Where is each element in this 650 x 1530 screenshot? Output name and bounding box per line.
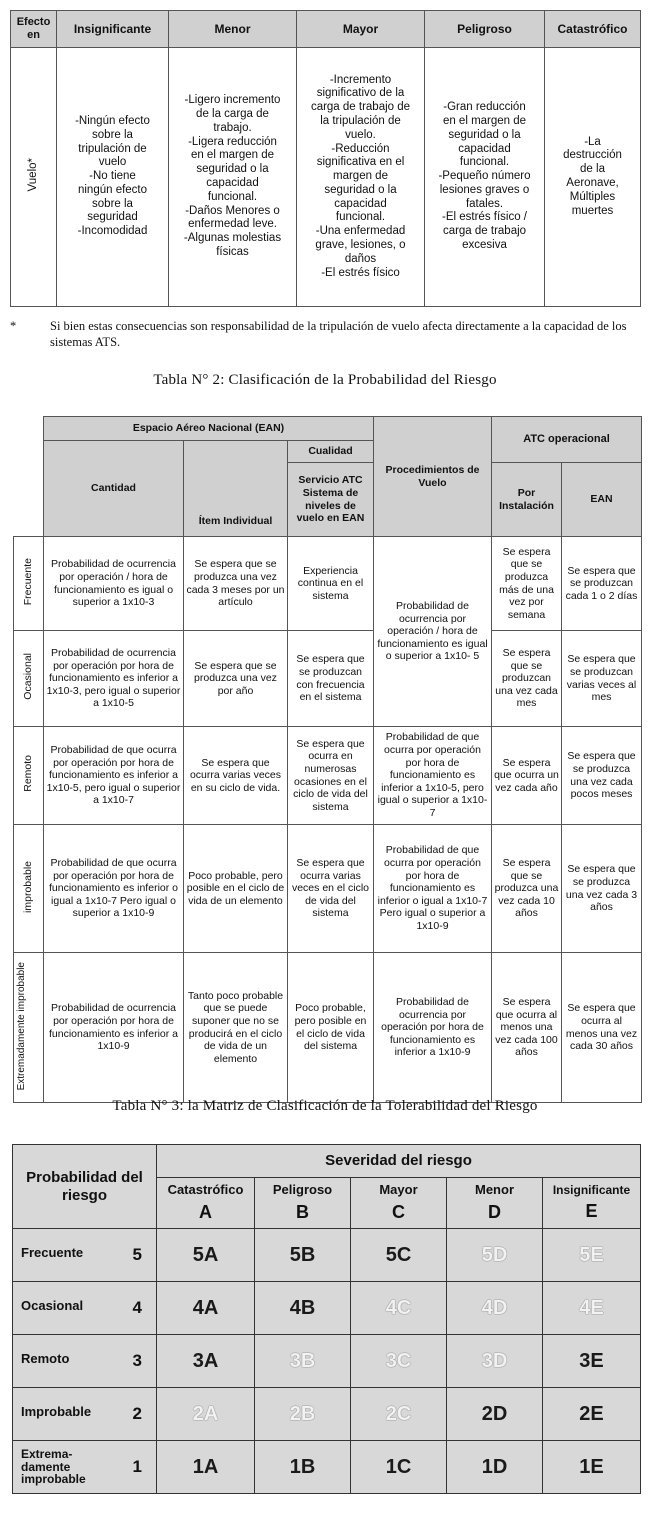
cell-procedimientos: Probabilidad de ocurrencia por operación por hora de funcionamiento es inferior a 1x10-9: [374, 953, 492, 1103]
prob-row-extremadamente-improbable: [14, 953, 642, 1103]
cell-line: -Incremento: [329, 73, 392, 86]
header-insignificante: Insignificante: [57, 11, 169, 48]
cell-line: capacidad: [458, 142, 511, 155]
severity-header-row: [11, 11, 641, 48]
header-efecto-en: Efecto en: [11, 11, 57, 48]
cell-line: -Daños Menores o: [185, 204, 280, 217]
cell-servicio: Se espera que ocurra varias veces en el ciclo de vida del sistema: [288, 825, 374, 953]
cell-procedimientos-merged: Probabilidad de ocurrencia por operación / hora de funcionamiento es igual o superior a 1x10- 5: [374, 537, 492, 727]
col-ean: EAN: [562, 463, 642, 537]
cell-line: en el margen de: [442, 114, 527, 127]
cell-line: funcional.: [459, 156, 510, 169]
cell-line: sobre la: [92, 128, 133, 141]
caption-table-2: Tabla N° 2: Clasificación de la Probabilidad del Riesgo: [153, 372, 497, 388]
cell-ean: Se espera que se produzcan varias veces al mes: [562, 631, 642, 727]
row-label: Extremadamente improbable: [14, 953, 44, 1103]
cell-line: sobre la: [92, 197, 133, 210]
matrix-cell: 2C: [351, 1388, 447, 1441]
cell-line: vuelo: [98, 156, 127, 169]
matrix-row-remoto: [13, 1335, 641, 1388]
cell-line: grave, lesiones, o: [315, 239, 406, 252]
cell-ean: Se espera que se produzca una vez cada pocos meses: [562, 727, 642, 825]
severity-header: Severidad del riesgo: [157, 1145, 641, 1178]
cell-item: Poco probable, pero posible en el ciclo de vida de un elemento: [184, 825, 288, 953]
header-catastrofico: Catastrófico: [545, 11, 641, 48]
matrix-row-frecuente: [13, 1229, 641, 1282]
cell-line: -Incomodidad: [77, 225, 148, 238]
cell-line: -Gran reducción: [443, 101, 526, 114]
cell-line: Aeronave,: [566, 177, 619, 189]
matrix-cell: 3D: [447, 1335, 543, 1388]
cell-servicio: Se espera que ocurra en numerosas ocasiones en el ciclo de vida del sistema: [288, 727, 374, 825]
cell-procedimientos: Probabilidad de que ocurra por operación por hora de funcionamiento es inferior o igual a 1x10-7 Pero igual o superior a 1x10-9: [374, 825, 492, 953]
cell-line: en el margen de: [190, 149, 275, 162]
matrix-cell: 3E: [543, 1335, 641, 1388]
group-cualidad: Cualidad: [288, 441, 374, 463]
cell-line: significativo de la: [316, 87, 405, 100]
cell-line: trabajo.: [213, 121, 252, 134]
cell-line: seguridad o la: [324, 183, 397, 196]
cell-line: daños: [344, 252, 377, 265]
cell-line: fatales.: [465, 197, 504, 210]
cell-item: Tanto poco probable que se puede suponer que no se producirá en el ciclo de vida de un elemento: [184, 953, 288, 1103]
cell-line: -No tiene: [89, 170, 136, 183]
cell-line: vuelo.: [345, 128, 376, 141]
cell-ean: Se espera que se produzca una vez cada 3 años: [562, 825, 642, 953]
cell-line: seguridad o la: [196, 163, 269, 176]
cell-line: -Algunas molestias: [183, 232, 282, 245]
col-instalacion: Por Instalación: [492, 463, 562, 537]
cell-servicio: Se espera que se produzcan con frecuencia en el sistema: [288, 631, 374, 727]
cell-line: tripulación de: [78, 142, 147, 155]
matrix-cell: 1D: [447, 1441, 543, 1494]
cell-catastrofico: [545, 48, 641, 307]
cell-cantidad: Probabilidad de que ocurra por operación por hora de funcionamiento es inferior a 1x10-5, pero igual o superior a 1x10-7: [44, 727, 184, 825]
cell-line: seguridad: [87, 211, 138, 224]
footnote-text: Si bien estas consecuencias son responsabilidad de la tripulación de vuelo afecta directamente a la capacidad de los sistemas ATS.: [50, 319, 627, 349]
cell-instalacion: Se espera que ocurra al menos una vez cada 100 años: [492, 953, 562, 1103]
matrix-cell: 4C: [351, 1282, 447, 1335]
cell-item: Se espera que ocurra varias veces en su ciclo de vida.: [184, 727, 288, 825]
cell-line: enfermedad leve.: [188, 218, 277, 231]
tolerability-matrix: [12, 1144, 641, 1494]
col-insignificante: Insignificante E: [543, 1178, 641, 1229]
prob-row-ocasional: [14, 631, 642, 727]
corner-blank: [14, 417, 44, 537]
probability-table: [13, 416, 642, 1103]
header-menor: Menor: [169, 11, 297, 48]
matrix-cell: 5D: [447, 1229, 543, 1282]
cell-cantidad: Probabilidad de que ocurra por operación por hora de funcionamiento es inferior o igual a 1x10-7 Pero igual o superior a 1x10-9: [44, 825, 184, 953]
cell-line: capacidad: [206, 177, 259, 189]
row-label-vuelo: Vuelo*: [11, 48, 57, 307]
cell-line: destrucción: [563, 149, 622, 162]
cell-instalacion: Se espera que se produzca una vez cada 10 años: [492, 825, 562, 953]
row-head: 3 Remoto: [13, 1335, 157, 1388]
footnote-marker: *: [10, 319, 17, 333]
cell-item: Se espera que se produzca una vez por año: [184, 631, 288, 727]
prob-row-frecuente: [14, 537, 642, 631]
cell-item: Se espera que se produzca una vez cada 3 meses por un artículo: [184, 537, 288, 631]
prob-row-remoto: [14, 727, 642, 825]
caption-table-3: Tabla N° 3: la Matriz de Clasificación de la Tolerabilidad del Riesgo: [112, 1098, 538, 1114]
cell-line: lesiones graves o: [439, 183, 530, 196]
cell-line: de la carga de: [196, 108, 269, 121]
cell-line: -Ligera reducción: [188, 135, 277, 148]
col-menor: Menor D: [447, 1178, 543, 1229]
matrix-row-ocasional: [13, 1282, 641, 1335]
severity-row-vuelo: [11, 48, 641, 307]
cell-line: funcional.: [207, 190, 258, 203]
cell-line: muertes: [571, 204, 614, 217]
cell-line: Múltiples: [569, 190, 616, 203]
cell-line: carga de trabajo de: [310, 101, 411, 114]
matrix-row-improbable: [13, 1388, 641, 1441]
cell-cantidad: Probabilidad de ocurrencia por operación por hora de funcionamiento es inferior a 1x10-9: [44, 953, 184, 1103]
col-procedimientos: Procedimientos de Vuelo: [374, 417, 492, 537]
severity-table: [10, 10, 641, 307]
cell-ean: Se espera que se produzcan cada 1 o 2 días: [562, 537, 642, 631]
matrix-cell: 1C: [351, 1441, 447, 1494]
cell-line: capacidad: [334, 197, 387, 210]
cell-procedimientos: Probabilidad de que ocurra por operación por hora de funcionamiento es inferior a 1x10-5, pero igual o superior a 1x10-7: [374, 727, 492, 825]
matrix-cell: 4A: [157, 1282, 255, 1335]
header-mayor: Mayor: [297, 11, 425, 48]
row-label: Ocasional: [14, 631, 44, 727]
cell-cantidad: Probabilidad de ocurrencia por operación / hora de funcionamiento es igual o superior a 1x10-3: [44, 537, 184, 631]
cell-menor: [169, 48, 297, 307]
cell-line: carga de trabajo: [442, 225, 527, 238]
matrix-cell: 5C: [351, 1229, 447, 1282]
row-head: 1 Extrema-damente improbable: [13, 1441, 157, 1494]
cell-line: seguridad o la: [448, 128, 521, 141]
cell-line: -Reducción: [331, 142, 390, 155]
matrix-cell: 2B: [255, 1388, 351, 1441]
matrix-cell: 3C: [351, 1335, 447, 1388]
cell-line: excesiva: [462, 239, 507, 252]
cell-servicio: Experiencia continua en el sistema: [288, 537, 374, 631]
row-head: 4 Ocasional: [13, 1282, 157, 1335]
cell-ean: Se espera que ocurra al menos una vez cada 30 años: [562, 953, 642, 1103]
cell-line: significativa en el: [316, 156, 405, 169]
col-item: Ítem Individual: [184, 441, 288, 537]
col-servicio: Servicio ATC Sistema de niveles de vuelo en EAN: [288, 463, 374, 537]
row-head: 5 Frecuente: [13, 1229, 157, 1282]
cell-line: -Una enfermedad: [315, 225, 406, 238]
cell-line: -Ligero incremento: [184, 94, 281, 107]
col-catastrofico: Catastrófico A: [157, 1178, 255, 1229]
cell-servicio: Poco probable, pero posible en el ciclo de vida del sistema: [288, 953, 374, 1103]
cell-insignificante: [57, 48, 169, 307]
matrix-cell: 4D: [447, 1282, 543, 1335]
cell-line: -Pequeño número: [438, 170, 531, 183]
cell-line: físicas: [216, 245, 249, 258]
col-cantidad: Cantidad: [44, 441, 184, 537]
prob-row-improbable: [14, 825, 642, 953]
probability-header: Probabilidad del riesgo: [13, 1145, 157, 1229]
cell-mayor: [297, 48, 425, 307]
matrix-cell: 4E: [543, 1282, 641, 1335]
matrix-cell: 1B: [255, 1441, 351, 1494]
matrix-cell: 4B: [255, 1282, 351, 1335]
matrix-cell: 1E: [543, 1441, 641, 1494]
cell-line: de la: [580, 163, 605, 176]
cell-line: la tripulación de: [320, 114, 401, 127]
group-ean: Espacio Aéreo Nacional (EAN): [44, 417, 374, 441]
cell-instalacion: Se espera que se produzca más de una vez por semana: [492, 537, 562, 631]
cell-line: -El estrés físico /: [442, 211, 527, 224]
cell-line: -Ningún efecto: [75, 114, 150, 127]
matrix-cell: 2D: [447, 1388, 543, 1441]
group-atc: ATC operacional: [492, 417, 642, 463]
cell-cantidad: Probabilidad de ocurrencia por operación por hora de funcionamiento es inferior a 1x10-3, pero igual o superior a 1x10-5: [44, 631, 184, 727]
row-label: improbable: [14, 825, 44, 953]
col-peligroso: Peligroso B: [255, 1178, 351, 1229]
header-peligroso: Peligroso: [425, 11, 545, 48]
matrix-cell: 3A: [157, 1335, 255, 1388]
row-label: Remoto: [14, 727, 44, 825]
cell-instalacion: Se espera que se produzcan una vez cada mes: [492, 631, 562, 727]
cell-line: margen de: [333, 170, 388, 183]
matrix-row-extremadamente-improbable: [13, 1441, 641, 1494]
row-head: 2 Improbable: [13, 1388, 157, 1441]
matrix-cell: 5B: [255, 1229, 351, 1282]
cell-line: -La: [584, 135, 601, 148]
cell-instalacion: Se espera que ocurra un vez cada año: [492, 727, 562, 825]
cell-line: -El estrés físico: [321, 266, 400, 279]
cell-line: ningún efecto: [77, 183, 148, 196]
matrix-cell: 2E: [543, 1388, 641, 1441]
matrix-cell: 5A: [157, 1229, 255, 1282]
matrix-cell: 1A: [157, 1441, 255, 1494]
matrix-cell: 5E: [543, 1229, 641, 1282]
matrix-cell: 2A: [157, 1388, 255, 1441]
col-mayor: Mayor C: [351, 1178, 447, 1229]
cell-peligroso: [425, 48, 545, 307]
row-label: Frecuente: [14, 537, 44, 631]
matrix-cell: 3B: [255, 1335, 351, 1388]
cell-line: funcional.: [335, 211, 386, 224]
